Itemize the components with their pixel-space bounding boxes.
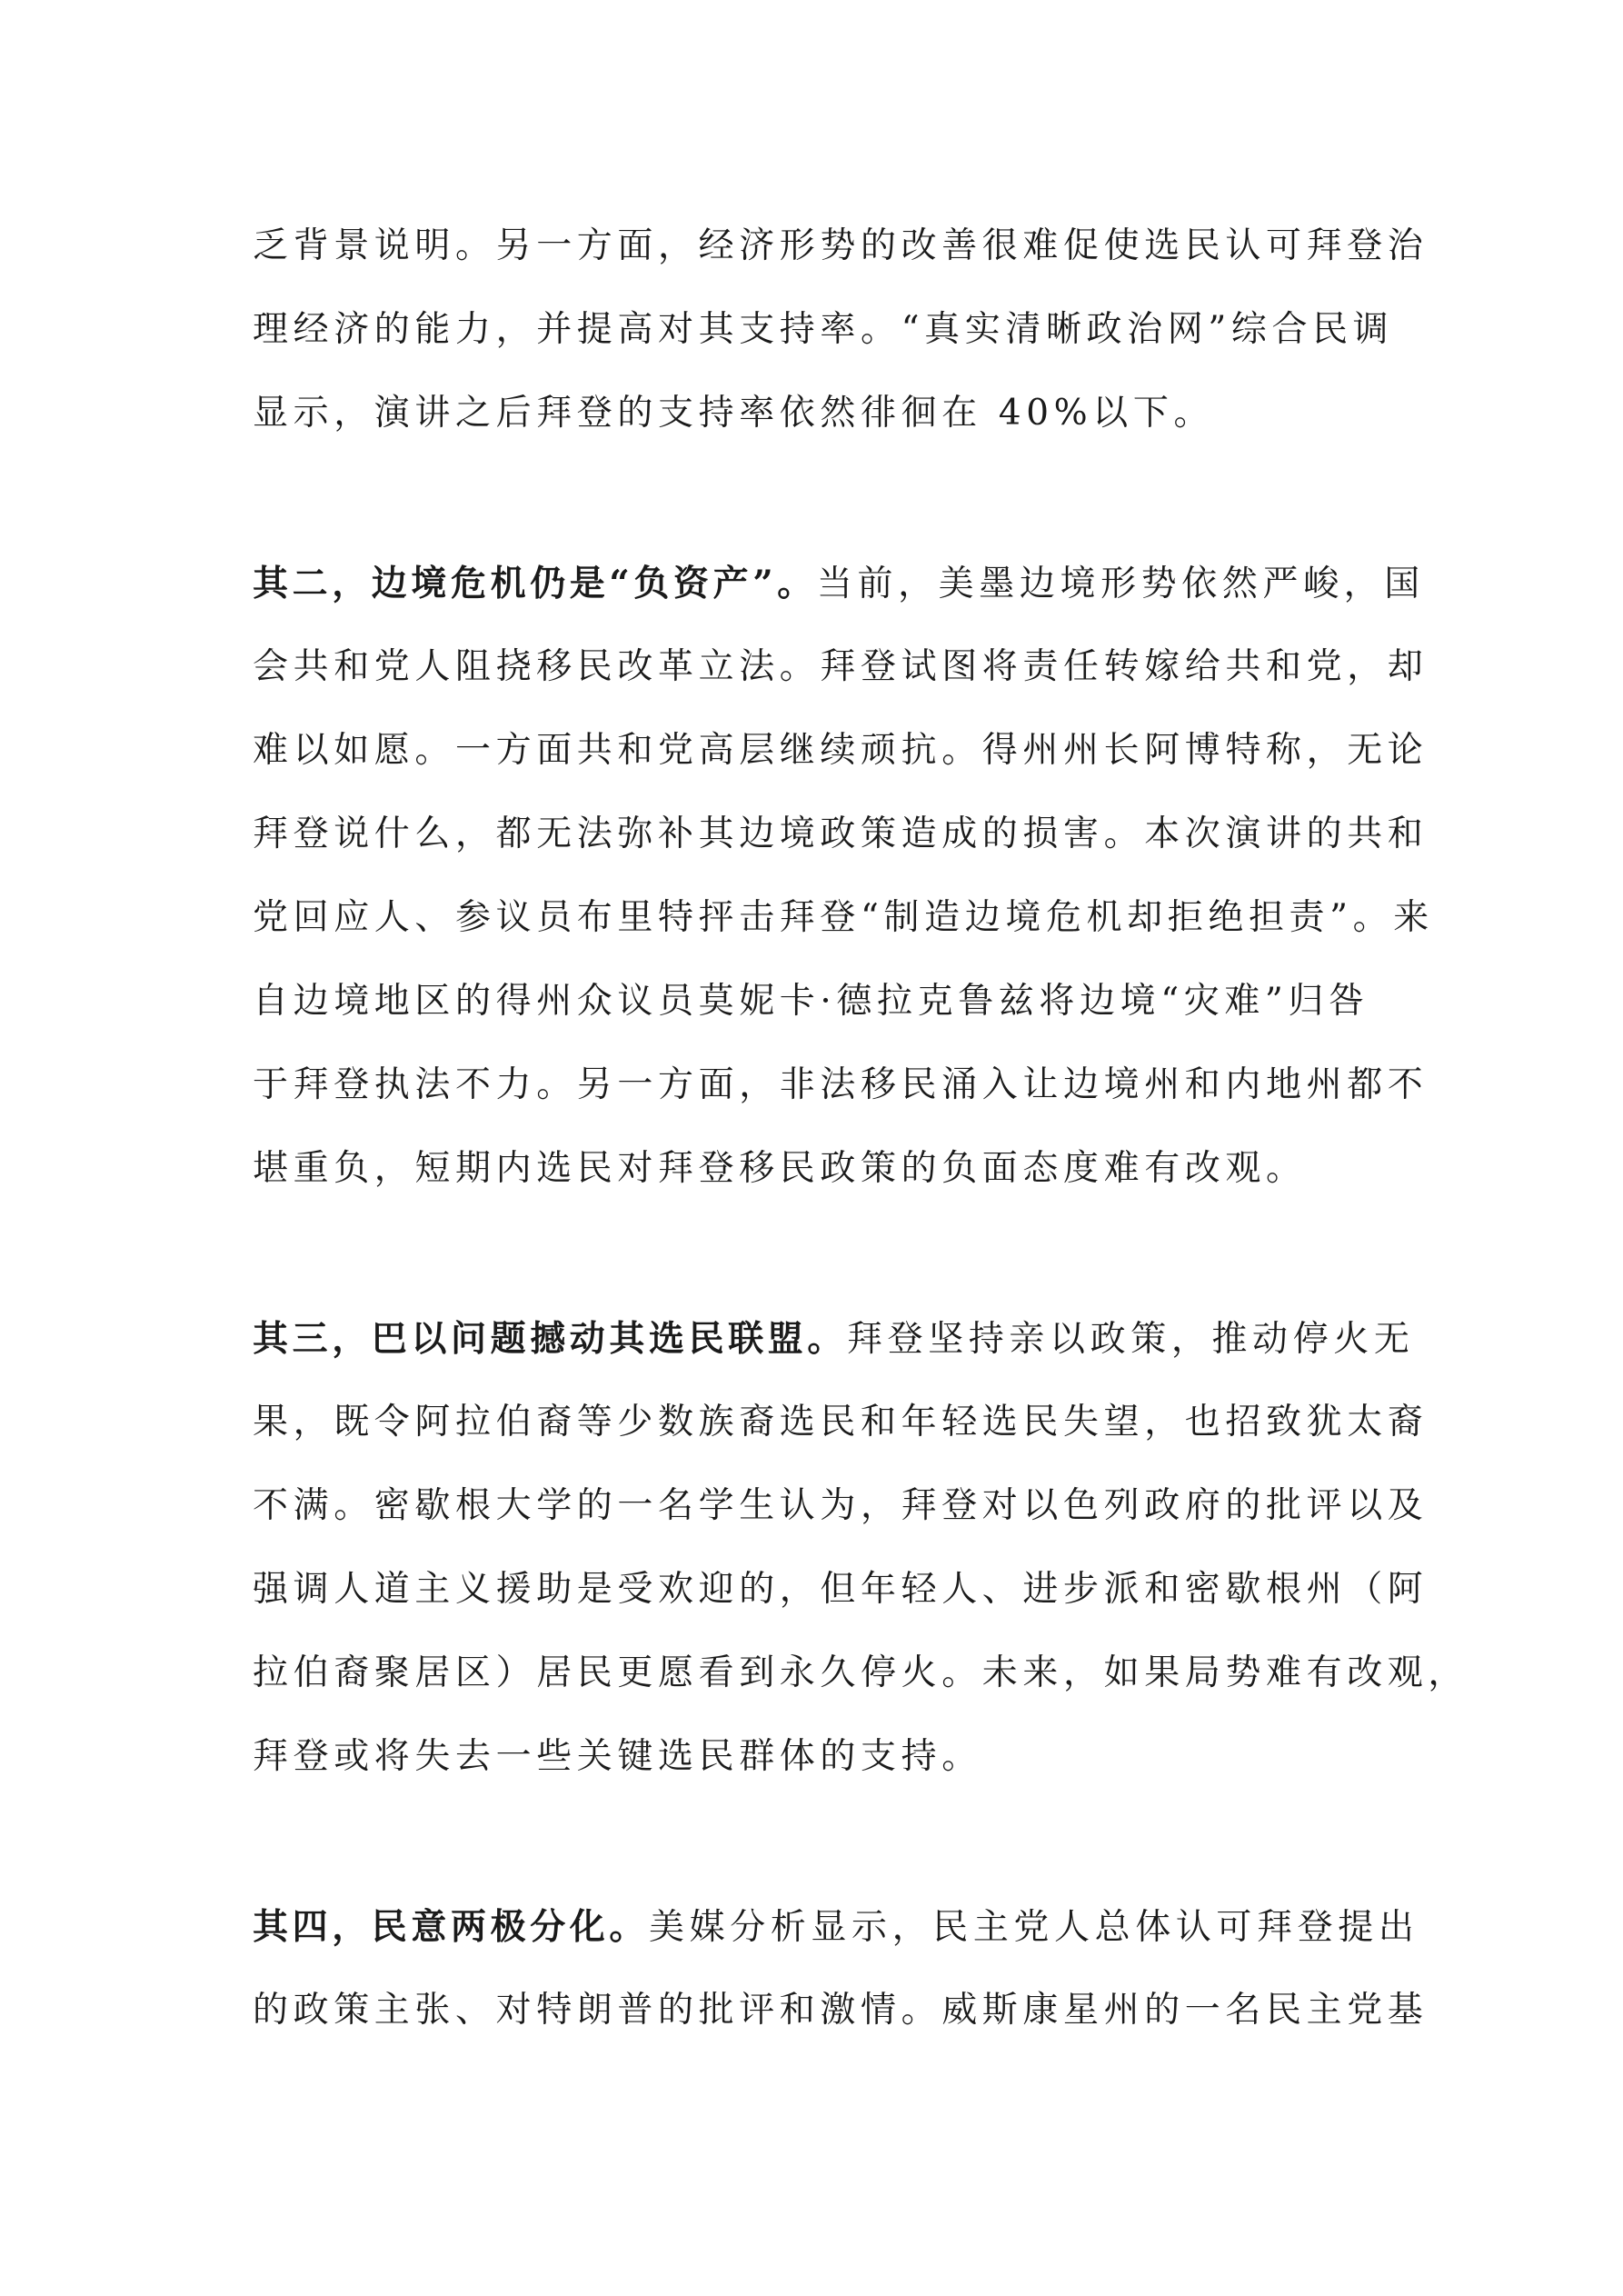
paragraph-4-heading: 其四，民意两极分化。 [253, 1906, 650, 1948]
paragraph-3-heading: 其三，巴以问题撼动其选民联盟。 [253, 1318, 848, 1360]
paragraph-1-line-2: 理经济的能力，并提高对其支持率。“真实清晰政治网”综合民调 [253, 309, 1394, 350]
paragraph-3-line-6: 拜登或将失去一些关键选民群体的支持。 [253, 1736, 982, 1777]
paragraph-2-heading: 其二，边境危机仍是“负资产”。 [253, 563, 817, 604]
paragraph-2-first-line-text: 当前，美墨边境形势依然严峻，国 [816, 564, 1425, 604]
paragraph-1-line-1: 乏背景说明。另一方面，经济形势的改善很难促使选民认可拜登治 [253, 225, 1429, 266]
paragraph-1-line-3: 显示，演讲之后拜登的支持率依然徘徊在 40%以下。 [253, 393, 1215, 434]
paragraph-2-line-6: 自边境地区的得州众议员莫妮卡·德拉克鲁兹将边境“灾难”归咎 [253, 981, 1369, 1022]
paragraph-3-line-4: 强调人道主义援助是受欢迎的，但年轻人、进步派和密歇根州（阿 [253, 1569, 1429, 1610]
paragraph-2-line-1 [253, 562, 1425, 606]
paragraph-2-line-2: 会共和党人阻挠移民改革立法。拜登试图将责任转嫁给共和党，却 [253, 646, 1429, 687]
paragraph-4-line-1 [253, 1905, 1419, 1950]
paragraph-2-line-8: 堪重负，短期内选民对拜登移民政策的负面态度难有改观。 [253, 1148, 1307, 1189]
paragraph-3-line-2: 果，既令阿拉伯裔等少数族裔选民和年轻选民失望，也招致犹太裔 [253, 1402, 1429, 1442]
paragraph-4-first-line-text: 美媒分析显示，民主党人总体认可拜登提出 [649, 1907, 1419, 1948]
paragraph-3-line-5: 拉伯裔聚居区）居民更愿看到永久停火。未来，如果局势难有改观， [253, 1652, 1469, 1693]
paragraph-3-line-1 [253, 1317, 1415, 1362]
paragraph-2-line-3: 难以如愿。一方面共和党高层继续顽抗。得州州长阿博特称，无论 [253, 730, 1429, 771]
paragraph-2-line-4: 拜登说什么，都无法弥补其边境政策造成的损害。本次演讲的共和 [253, 814, 1429, 854]
paragraph-2-line-7: 于拜登执法不力。另一方面，非法移民涌入让边境州和内地州都不 [253, 1064, 1429, 1105]
paragraph-3-first-line-text: 拜登坚持亲以政策，推动停火无 [847, 1319, 1415, 1360]
paragraph-3-line-3: 不满。密歇根大学的一名学生认为，拜登对以色列政府的批评以及 [253, 1485, 1429, 1526]
paragraph-4-line-2: 的政策主张、对特朗普的批评和激情。威斯康星州的一名民主党基 [253, 1990, 1429, 2031]
paragraph-2-line-5: 党回应人、参议员布里特抨击拜登“制造边境危机却拒绝担责”。来 [253, 897, 1434, 938]
